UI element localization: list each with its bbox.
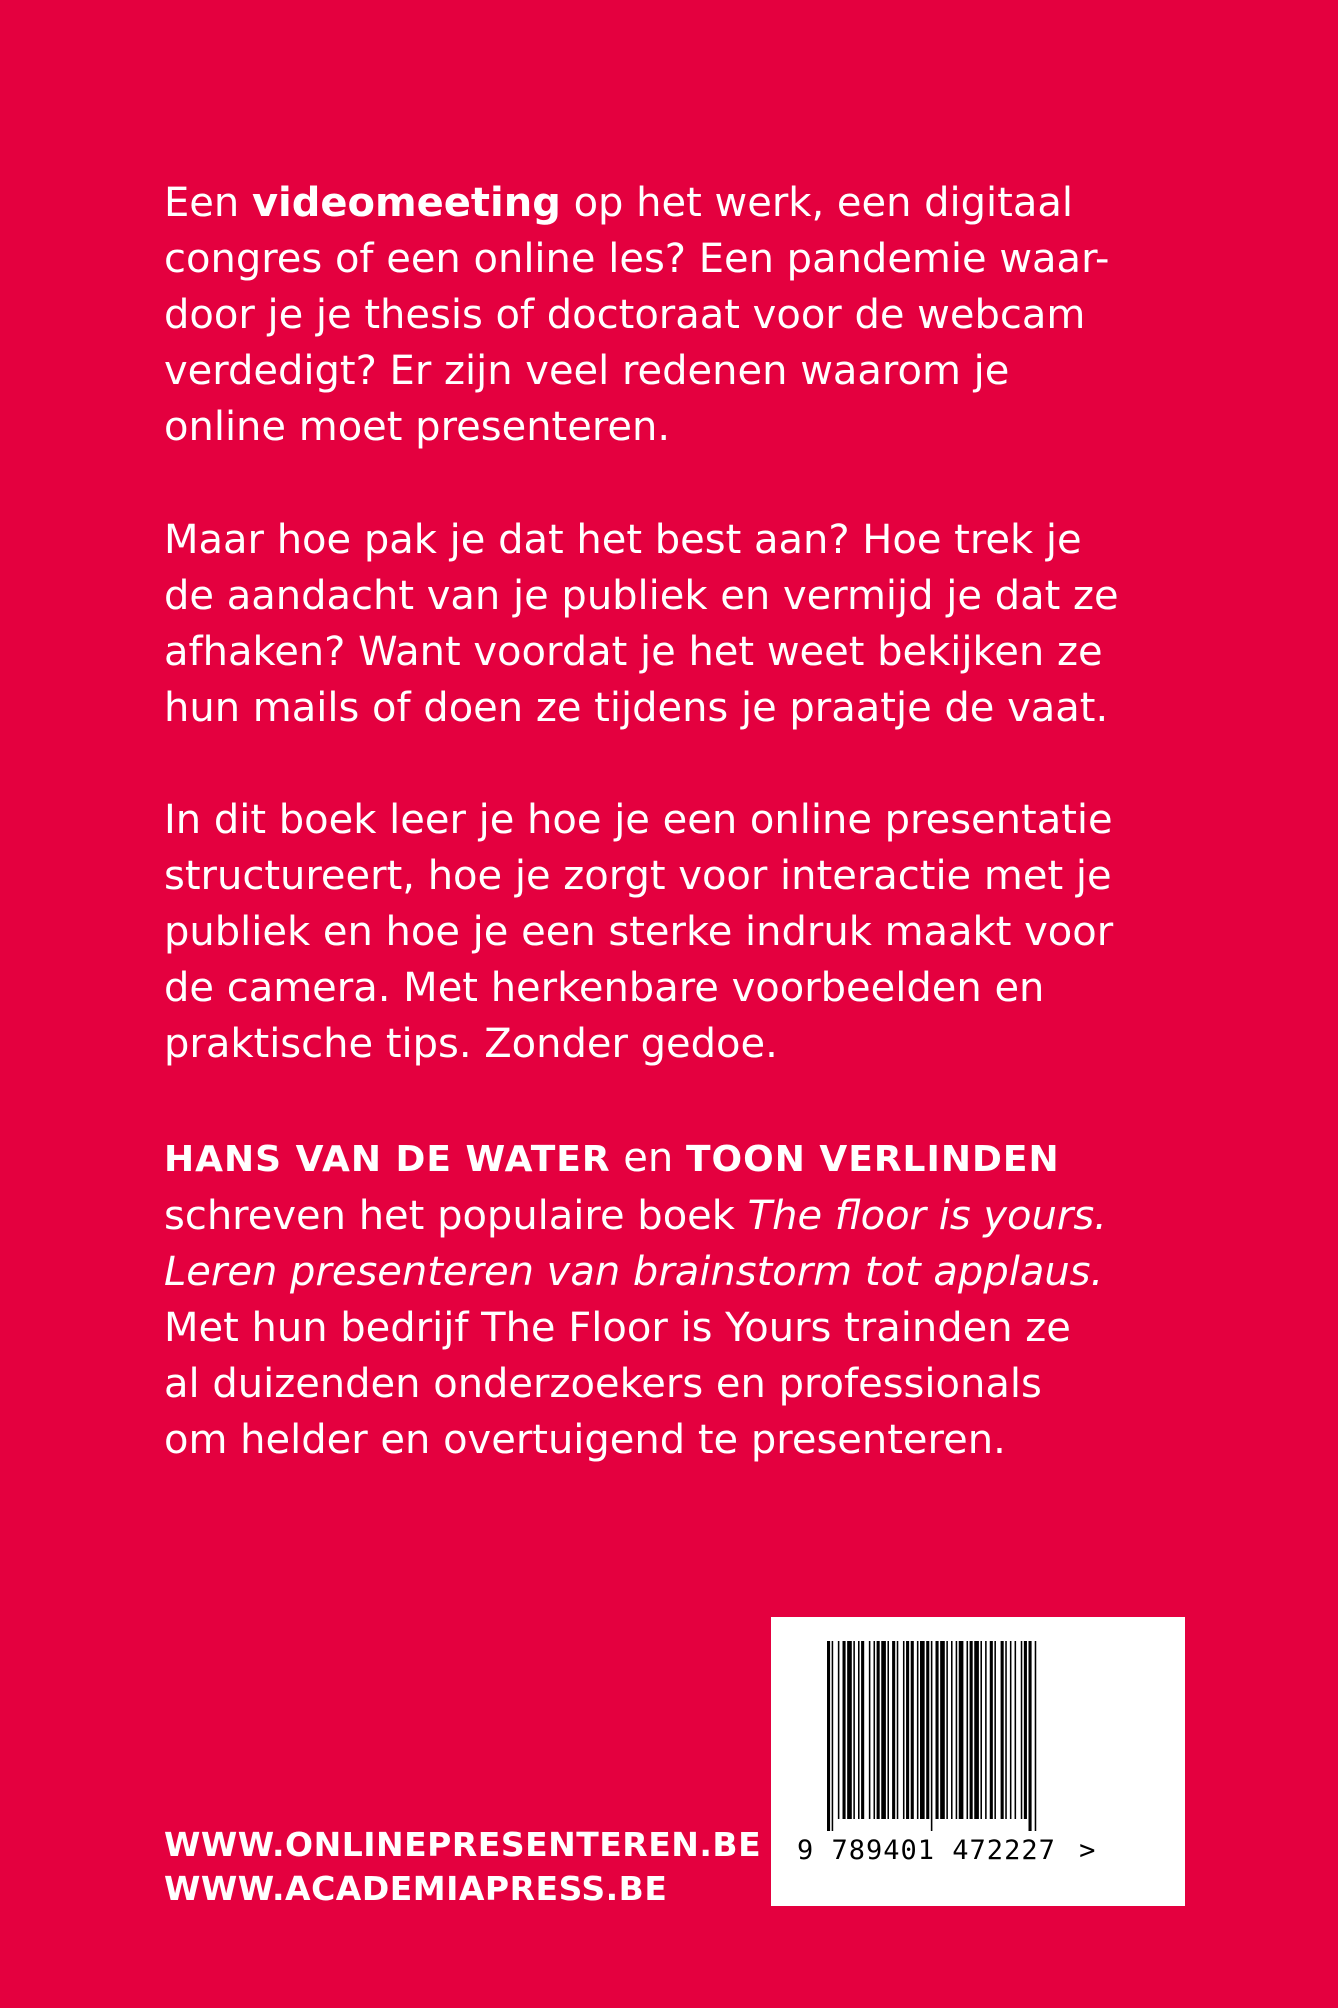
barcode-bar bbox=[1010, 1641, 1012, 1819]
intro-line-4: verdedigt? Er zijn veel redenen waarom je bbox=[164, 348, 1010, 394]
intro-line-1 bbox=[164, 175, 1204, 231]
url-onlinepresenteren[interactable]: WWW.ONLINEPRESENTEREN.BE bbox=[164, 1825, 762, 1864]
barcode-bar bbox=[1015, 1641, 1017, 1819]
authors-paragraph bbox=[164, 1130, 1204, 1468]
isbn-number bbox=[797, 1835, 1177, 1866]
authors-line-2-pre: schreven het populaire boek bbox=[164, 1193, 748, 1239]
book-line-4: de camera. Met herkenbare voorbeelden en bbox=[164, 965, 1045, 1011]
barcode-bar bbox=[940, 1641, 945, 1819]
barcode-bar bbox=[974, 1641, 979, 1819]
barcode-bar bbox=[832, 1641, 834, 1831]
url-academiapress[interactable]: WWW.ACADEMIAPRESS.BE bbox=[164, 1869, 668, 1908]
barcode-bar bbox=[892, 1641, 895, 1819]
barcode-bar bbox=[994, 1641, 996, 1819]
barcode-bar bbox=[843, 1641, 846, 1819]
barcode-bar bbox=[936, 1641, 939, 1819]
barcode-bar bbox=[1005, 1641, 1007, 1819]
book-line-1: In dit boek leer je hoe je een online presentatie bbox=[164, 797, 1113, 843]
authors-line-1 bbox=[164, 1130, 1204, 1188]
intro-line-1-post: op het werk, een digitaal bbox=[560, 180, 1073, 226]
barcode-bar bbox=[877, 1641, 880, 1819]
author-name-2: TOON VERLINDEN bbox=[685, 1139, 1060, 1180]
barcode-bar bbox=[985, 1641, 987, 1819]
barcode-bar bbox=[861, 1641, 864, 1819]
videomeeting-emphasis: videomeeting bbox=[251, 180, 561, 226]
barcode-bar bbox=[911, 1641, 914, 1819]
authors-line-6: om helder en overtuigend te presenteren. bbox=[164, 1417, 1006, 1463]
barcode-bar bbox=[931, 1641, 933, 1831]
intro-line-2: congres of een online les? Een pandemie waar- bbox=[164, 236, 1110, 282]
intro-paragraph bbox=[164, 175, 1204, 455]
barcode-bar bbox=[881, 1641, 886, 1819]
barcode-bar bbox=[869, 1641, 871, 1819]
barcode-bar bbox=[887, 1641, 889, 1819]
author-name-1: HANS VAN DE WATER bbox=[164, 1139, 611, 1180]
intro-line-3: door je je thesis of doctoraat voor de webcam bbox=[164, 292, 1086, 338]
barcode-bar bbox=[906, 1641, 909, 1819]
barcode-bars bbox=[827, 1641, 1137, 1831]
barcode-bar bbox=[1029, 1641, 1032, 1831]
barcode-bar bbox=[980, 1641, 982, 1819]
question-paragraph bbox=[164, 512, 1204, 736]
book-line-5: praktische tips. Zonder gedoe. bbox=[164, 1021, 778, 1067]
barcode-bar bbox=[959, 1641, 964, 1819]
isbn-text: 9 789401 472227 bbox=[797, 1835, 1056, 1866]
barcode-bar bbox=[956, 1641, 958, 1819]
barcode-bar bbox=[903, 1641, 905, 1819]
authors-line-2 bbox=[164, 1188, 1204, 1244]
barcode-bar bbox=[926, 1641, 929, 1819]
question-line-2: de aandacht van je publiek en vermijd je dat ze bbox=[164, 573, 1119, 619]
barcode-bar bbox=[897, 1641, 899, 1819]
barcode-bar bbox=[1001, 1641, 1004, 1819]
barcode-bar bbox=[827, 1641, 830, 1831]
question-line-4: hun mails of doen ze tijdens je praatje de vaat. bbox=[164, 685, 1109, 731]
isbn-barcode bbox=[771, 1617, 1185, 1906]
barcode-bar bbox=[1035, 1641, 1037, 1831]
barcode-bar bbox=[838, 1641, 840, 1819]
barcode-bar bbox=[874, 1641, 876, 1819]
book-paragraph bbox=[164, 792, 1204, 1072]
intro-line-1-pre: Een bbox=[164, 180, 252, 226]
barcode-bar bbox=[858, 1641, 860, 1819]
barcode-bar bbox=[1024, 1641, 1027, 1819]
authors-line-4: Met hun bedrijf The Floor is Yours trainden ze bbox=[164, 1305, 1071, 1351]
book-line-3: publiek en hoe je een sterke indruk maakt voor bbox=[164, 909, 1114, 955]
barcode-bar bbox=[951, 1641, 953, 1819]
question-line-3: afhaken? Want voordat je het weet bekijken ze bbox=[164, 629, 1103, 675]
website-urls bbox=[164, 1823, 761, 1911]
barcode-bar bbox=[847, 1641, 852, 1819]
authors-conjunction: en bbox=[610, 1135, 686, 1181]
book-title-part-1: The floor is yours. bbox=[747, 1193, 1107, 1239]
barcode-bar bbox=[917, 1641, 919, 1819]
barcode-bar bbox=[853, 1641, 855, 1819]
book-title-part-2: Leren presenteren van brainstorm tot applaus. bbox=[164, 1249, 1104, 1295]
barcode-bar bbox=[920, 1641, 925, 1819]
intro-line-5: online moet presenteren. bbox=[164, 404, 671, 450]
isbn-marker: > bbox=[1079, 1835, 1097, 1866]
barcode-bar bbox=[970, 1641, 973, 1819]
barcode-bar bbox=[1021, 1641, 1023, 1819]
barcode-bar bbox=[946, 1641, 948, 1819]
authors-line-5: al duizenden onderzoekers en professionals bbox=[164, 1361, 1042, 1407]
barcode-bar bbox=[967, 1641, 969, 1819]
question-line-1: Maar hoe pak je dat het best aan? Hoe trek je bbox=[164, 517, 1082, 563]
barcode-bar bbox=[990, 1641, 993, 1819]
book-line-2: structureert, hoe je zorgt voor interactie met je bbox=[164, 853, 1112, 899]
